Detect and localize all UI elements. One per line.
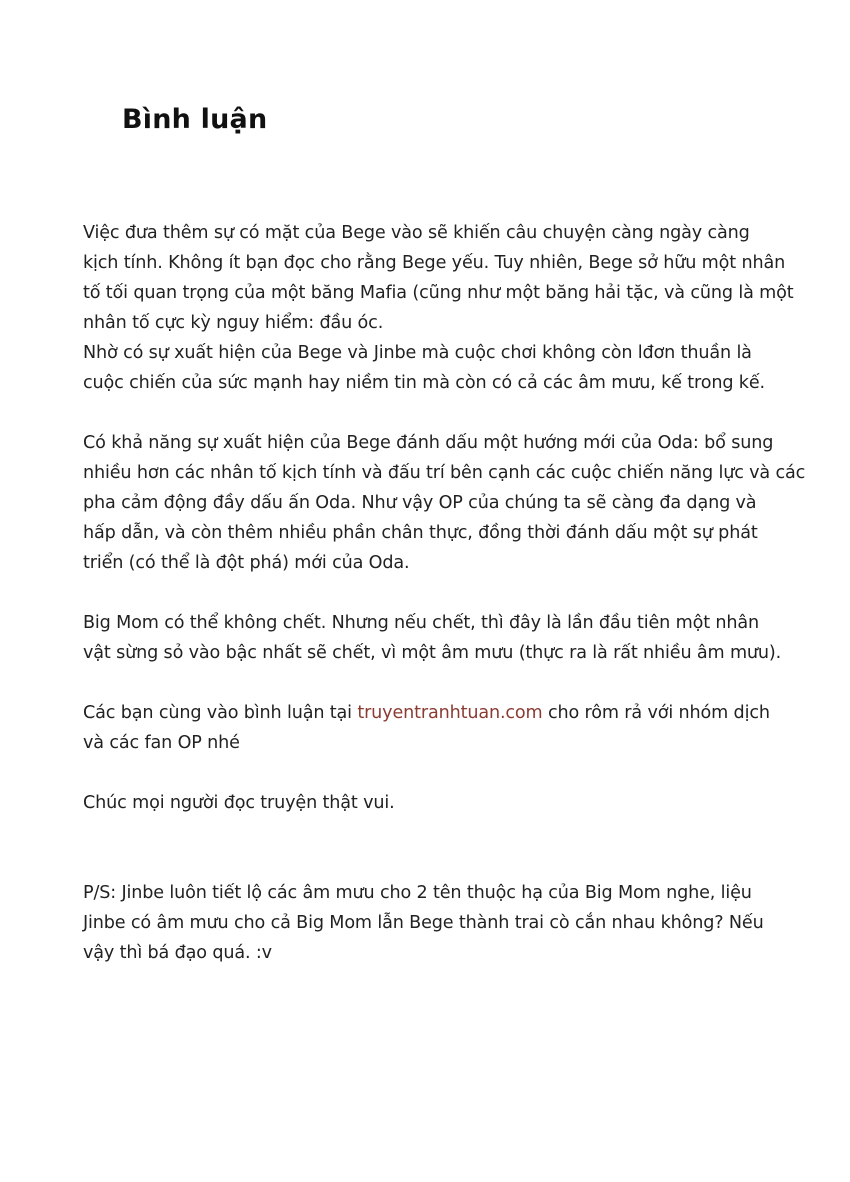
text-line: Nhờ có sự xuất hiện của Bege và Jinbe mà cuộc chơi không còn lđơn thuần là [83, 343, 752, 363]
text-line: vậy thì bá đạo quá. :v [83, 943, 272, 963]
text-line: tố tối quan trọng của một băng Mafia (cũng như một băng hải tặc, và cũng là một [83, 283, 794, 303]
text-line: Big Mom có thể không chết. Nhưng nếu chết, thì đây là lần đầu tiên một nhân [83, 613, 760, 633]
paragraph-spacer [83, 818, 783, 878]
paragraph-bege-intro [83, 218, 794, 398]
comment-body [83, 218, 806, 968]
paragraph-oda-direction [83, 428, 806, 578]
text-line: vật sừng sỏ vào bậc nhất sẽ chết, vì một âm mưu (thực ra là rất nhiều âm mưu). [83, 643, 782, 663]
text-line: cuộc chiến của sức mạnh hay niềm tin mà còn có cả các âm mưu, kế trong kế. [83, 373, 765, 393]
text-line: Jinbe có âm mưu cho cả Big Mom lẫn Bege thành trai cò cắn nhau không? Nếu [83, 913, 764, 933]
paragraph-postscript [83, 878, 783, 968]
text-line: và các fan OP nhé [83, 733, 240, 753]
text-line: P/S: Jinbe luôn tiết lộ các âm mưu cho 2 tên thuộc hạ của Big Mom nghe, liệu [83, 883, 752, 903]
paragraph-spacer [83, 398, 783, 428]
text-line: triển (có thể là đột phá) mới của Oda. [83, 553, 410, 573]
text-line [83, 698, 783, 728]
paragraph-greeting [83, 788, 783, 818]
text-line: nhân tố cực kỳ nguy hiểm: đầu óc. [83, 313, 384, 333]
text-line: nhiều hơn các nhân tố kịch tính và đấu trí bên cạnh các cuộc chiến năng lực và các [83, 463, 806, 483]
site-link[interactable]: truyentranhtuan.com [357, 703, 543, 723]
text-line: Có khả năng sự xuất hiện của Bege đánh dấu một hướng mới của Oda: bổ sung [83, 433, 774, 453]
invite-text-before: Các bạn cùng vào bình luận tại [83, 703, 358, 723]
text-line: hấp dẫn, và còn thêm nhiều phần chân thực, đồng thời đánh dấu một sự phát [83, 523, 758, 543]
text-line: Việc đưa thêm sự có mặt của Bege vào sẽ khiến câu chuyện càng ngày càng [83, 223, 750, 243]
paragraph-big-mom [83, 608, 783, 668]
paragraph-spacer [83, 668, 783, 698]
invite-text-after: cho rôm rả với nhóm dịch [542, 703, 770, 723]
paragraph-spacer [83, 758, 783, 788]
text-line: kịch tính. Không ít bạn đọc cho rằng Bege yếu. Tuy nhiên, Bege sở hữu một nhân [83, 253, 786, 273]
page-title: Bình luận [122, 104, 268, 135]
paragraph-spacer [83, 578, 783, 608]
text-line: pha cảm động đầy dấu ấn Oda. Như vậy OP của chúng ta sẽ càng đa dạng và [83, 493, 757, 513]
text-line: Chúc mọi người đọc truyện thật vui. [83, 793, 395, 813]
paragraph-comment-invite [83, 698, 783, 758]
